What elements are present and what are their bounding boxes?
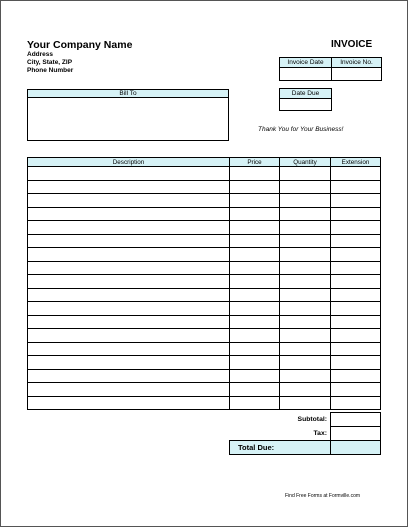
table-row [28, 288, 381, 302]
price-cell[interactable] [230, 248, 280, 262]
price-cell[interactable] [230, 194, 280, 208]
company-city-state-zip: City, State, ZIP [27, 59, 73, 66]
table-row [28, 342, 381, 356]
description-cell[interactable] [28, 221, 230, 235]
table-row [28, 329, 381, 343]
description-cell[interactable] [28, 302, 230, 316]
description-cell[interactable] [28, 234, 230, 248]
company-name: Your Company Name [27, 39, 133, 51]
quantity-cell[interactable] [280, 369, 331, 383]
bill-to-label: Bill To [27, 89, 229, 98]
quantity-cell[interactable] [280, 288, 331, 302]
extension-cell[interactable] [331, 194, 381, 208]
quantity-cell[interactable] [280, 275, 331, 289]
table-row [28, 194, 381, 208]
date-due-label: Date Due [280, 89, 332, 99]
price-cell[interactable] [230, 383, 280, 397]
price-cell[interactable] [230, 261, 280, 275]
quantity-cell[interactable] [280, 194, 331, 208]
description-cell[interactable] [28, 248, 230, 262]
thank-you-message: Thank You for Your Business! [258, 126, 344, 133]
total-due-field[interactable] [331, 441, 381, 455]
column-header-price: Price [230, 158, 280, 167]
price-cell[interactable] [230, 356, 280, 370]
line-items-table [27, 157, 381, 410]
quantity-cell[interactable] [280, 356, 331, 370]
extension-cell[interactable] [331, 329, 381, 343]
description-cell[interactable] [28, 167, 230, 181]
subtotal-label: Subtotal: [297, 416, 327, 423]
price-cell[interactable] [230, 302, 280, 316]
description-cell[interactable] [28, 356, 230, 370]
extension-cell[interactable] [331, 342, 381, 356]
quantity-cell[interactable] [280, 383, 331, 397]
description-cell[interactable] [28, 383, 230, 397]
price-cell[interactable] [230, 315, 280, 329]
table-row [28, 369, 381, 383]
price-cell[interactable] [230, 234, 280, 248]
price-cell[interactable] [230, 342, 280, 356]
date-due-table [279, 88, 332, 111]
description-cell[interactable] [28, 261, 230, 275]
table-row [28, 396, 381, 410]
tax-label: Tax: [313, 429, 327, 437]
extension-cell[interactable] [331, 383, 381, 397]
quantity-cell[interactable] [280, 221, 331, 235]
table-row [28, 261, 381, 275]
extension-cell[interactable] [331, 180, 381, 194]
table-row [28, 383, 381, 397]
description-cell[interactable] [28, 342, 230, 356]
quantity-cell[interactable] [280, 234, 331, 248]
extension-cell[interactable] [331, 261, 381, 275]
extension-cell[interactable] [331, 369, 381, 383]
extension-cell[interactable] [331, 275, 381, 289]
quantity-cell[interactable] [280, 167, 331, 181]
price-cell[interactable] [230, 369, 280, 383]
invoice-info-table [279, 57, 382, 81]
description-cell[interactable] [28, 275, 230, 289]
column-header-quantity: Quantity [280, 158, 331, 167]
invoice-title: INVOICE [331, 39, 373, 50]
line-items-body [28, 167, 381, 410]
table-row [28, 275, 381, 289]
totals-table [229, 412, 381, 455]
price-cell[interactable] [230, 207, 280, 221]
price-cell[interactable] [230, 275, 280, 289]
extension-cell[interactable] [331, 288, 381, 302]
description-cell[interactable] [28, 329, 230, 343]
subtotal-field[interactable] [331, 413, 381, 427]
price-cell[interactable] [230, 167, 280, 181]
invoice-no-label: Invoice No. [332, 58, 382, 68]
extension-cell[interactable] [331, 356, 381, 370]
table-row [28, 356, 381, 370]
table-row [28, 315, 381, 329]
quantity-cell[interactable] [280, 180, 331, 194]
extension-cell[interactable] [331, 167, 381, 181]
description-cell[interactable] [28, 396, 230, 410]
description-cell[interactable] [28, 194, 230, 208]
column-header-description: Description [28, 158, 230, 167]
quantity-cell[interactable] [280, 207, 331, 221]
invoice-no-field[interactable] [332, 68, 382, 81]
extension-cell[interactable] [331, 315, 381, 329]
extension-cell[interactable] [331, 248, 381, 262]
table-row [28, 167, 381, 181]
table-row [28, 302, 381, 316]
extension-cell[interactable] [331, 234, 381, 248]
description-cell[interactable] [28, 369, 230, 383]
footer-text: Find Free Forms at Formville.com [285, 493, 361, 499]
quantity-cell[interactable] [280, 302, 331, 316]
description-cell[interactable] [28, 207, 230, 221]
tax-field[interactable] [331, 427, 381, 441]
quantity-cell[interactable] [280, 248, 331, 262]
extension-cell[interactable] [331, 302, 381, 316]
description-cell[interactable] [28, 315, 230, 329]
company-phone: Phone Number [27, 67, 74, 74]
table-row [28, 180, 381, 194]
extension-cell[interactable] [331, 207, 381, 221]
quantity-cell[interactable] [280, 329, 331, 343]
quantity-cell[interactable] [280, 261, 331, 275]
table-row [28, 207, 381, 221]
description-cell[interactable] [28, 180, 230, 194]
company-address: Address [27, 51, 54, 58]
invoice-date-field[interactable] [280, 68, 332, 81]
bill-to-field[interactable] [27, 97, 229, 141]
extension-cell[interactable] [331, 221, 381, 235]
table-row [28, 221, 381, 235]
extension-cell[interactable] [331, 396, 381, 410]
quantity-cell[interactable] [280, 342, 331, 356]
price-cell[interactable] [230, 221, 280, 235]
price-cell[interactable] [230, 329, 280, 343]
table-row [28, 248, 381, 262]
date-due-field[interactable] [280, 99, 332, 111]
quantity-cell[interactable] [280, 315, 331, 329]
column-header-extension: Extension [331, 158, 381, 167]
quantity-cell[interactable] [280, 396, 331, 410]
total-due-label: Total Due: [230, 441, 331, 455]
table-row [28, 234, 381, 248]
price-cell[interactable] [230, 396, 280, 410]
invoice-date-label: Invoice Date [280, 58, 332, 68]
description-cell[interactable] [28, 288, 230, 302]
price-cell[interactable] [230, 288, 280, 302]
price-cell[interactable] [230, 180, 280, 194]
